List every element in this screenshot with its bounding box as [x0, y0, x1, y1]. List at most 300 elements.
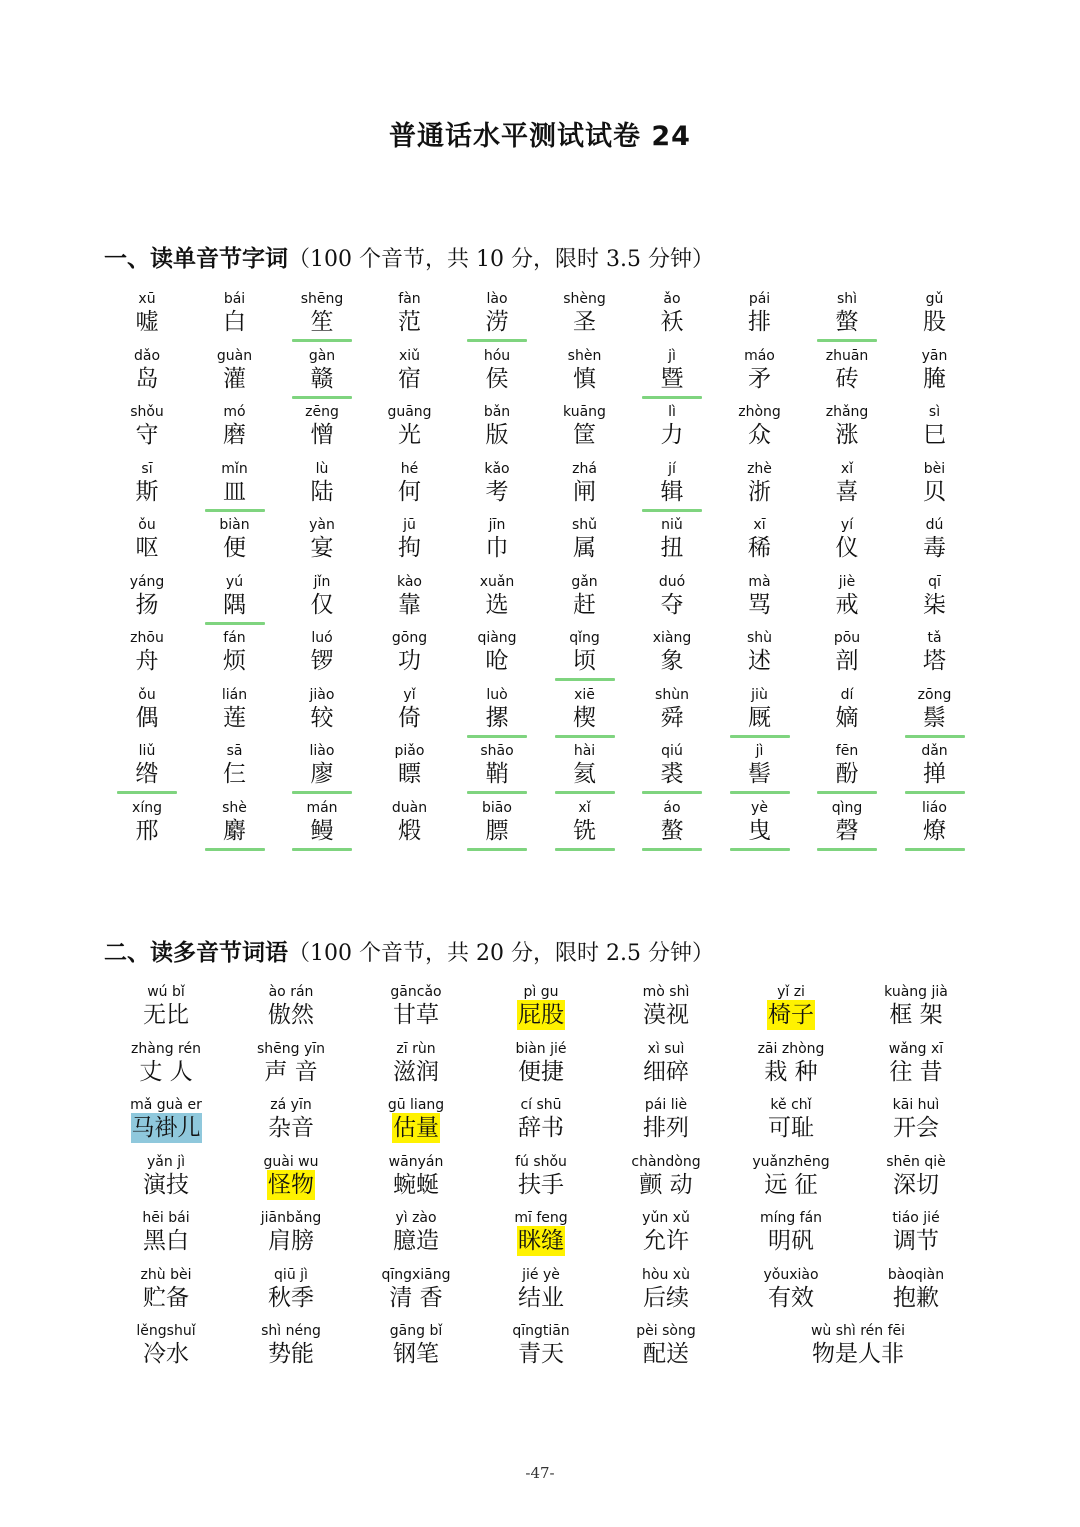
word: 深切 [893, 1171, 939, 1198]
pinyin: tiáo jié [892, 1210, 940, 1226]
word-cell [106, 1323, 226, 1377]
pinyin: sā [226, 743, 243, 759]
character: 骂 [748, 591, 771, 618]
character: 笙 [310, 309, 334, 335]
character: 暨 [660, 365, 684, 392]
pinyin: xǐ [840, 460, 854, 477]
word: 框 架 [889, 1002, 943, 1028]
pinyin: qǐng [569, 630, 600, 646]
character: 螫 [835, 309, 859, 335]
pinyin: zhù bèi [140, 1266, 192, 1283]
character: 陆 [310, 478, 334, 505]
character: 白 [223, 309, 246, 335]
character: 仨 [223, 761, 246, 787]
pinyin: biāo [482, 799, 512, 816]
pinyin: zhǎng [825, 404, 869, 420]
pinyin: gāng bǐ [389, 1323, 443, 1339]
highlighted-word: 椅子 [768, 1002, 814, 1028]
pinyin: yǐ [403, 686, 416, 703]
pinyin: mó [223, 404, 246, 420]
pinyin: qiú [661, 743, 683, 759]
pinyin: ào rán [268, 984, 314, 1000]
character: 嘘 [135, 309, 159, 335]
character: 靠 [398, 591, 421, 618]
pinyin: liáo [922, 799, 947, 816]
word: 滋润 [393, 1058, 439, 1085]
pinyin: mǐn [221, 460, 248, 477]
pinyin: xū [138, 291, 156, 307]
pinyin: gǔ [925, 291, 944, 307]
word: 肩膀 [268, 1228, 314, 1254]
word: 结业 [518, 1284, 564, 1311]
character: 辑 [660, 478, 684, 505]
pinyin: xiǔ [398, 347, 421, 364]
highlighted-word: 屁股 [518, 1002, 564, 1028]
character: 磨 [223, 422, 246, 448]
character: 何 [398, 478, 421, 505]
pinyin: shì [836, 291, 858, 307]
pinyin: yí [840, 517, 854, 533]
character: 较 [310, 704, 334, 731]
word: 便捷 [518, 1058, 564, 1085]
character: 砖 [835, 365, 859, 392]
pinyin: jǐn [313, 573, 331, 590]
character: 隅 [223, 591, 246, 618]
character: 众 [748, 422, 771, 448]
word-cell [231, 1210, 351, 1264]
word: 秋季 [268, 1284, 314, 1311]
pinyin: xuǎn [479, 573, 515, 590]
pinyin: lěngshuǐ [136, 1323, 196, 1339]
character: 光 [398, 422, 421, 448]
character: 扬 [135, 591, 159, 618]
pinyin: xī [753, 517, 766, 533]
character: 赣 [310, 365, 334, 392]
pinyin: yuǎnzhēng [752, 1153, 830, 1170]
pinyin: kuāng [563, 404, 606, 420]
page-number: -47- [525, 1464, 555, 1482]
pinyin: bái [223, 291, 246, 307]
pinyin: yān [921, 347, 948, 364]
character: 偶 [135, 704, 159, 731]
pinyin: dǎo [133, 347, 161, 364]
character: 排 [748, 309, 771, 335]
character: 燎 [923, 817, 946, 844]
pinyin: guài wu [263, 1153, 319, 1170]
character: 版 [485, 422, 509, 448]
word-cell [606, 1154, 726, 1208]
character: 舜 [660, 704, 684, 731]
pinyin: pì gu [523, 984, 559, 1000]
pinyin: zhá [572, 460, 597, 477]
pinyin: jí [668, 460, 676, 477]
character: 守 [135, 422, 159, 448]
pinyin: shǔ [571, 517, 598, 533]
pinyin: kǎo [484, 460, 510, 477]
word-cell [856, 1097, 976, 1151]
pinyin: sì [928, 404, 941, 420]
pinyin: máo [744, 347, 775, 364]
pinyin: niǔ [661, 517, 683, 533]
pinyin: jì [668, 347, 676, 364]
word-cell [356, 1097, 476, 1151]
pinyin: zhè [747, 460, 772, 477]
pinyin: shēn qiè [886, 1153, 946, 1170]
character: 曳 [748, 817, 771, 844]
pinyin: lì [668, 404, 676, 420]
character: 慎 [573, 365, 596, 392]
character: 浙 [748, 478, 771, 505]
character: 便 [223, 535, 246, 561]
pinyin: zá yīn [270, 1097, 312, 1113]
word-cell [356, 1154, 476, 1208]
pinyin: jīn [488, 517, 506, 533]
character: 喜 [835, 478, 859, 505]
pinyin: fàn [398, 291, 421, 307]
character: 考 [485, 478, 509, 505]
pinyin: dǎn [921, 743, 948, 759]
word-cell [481, 1323, 601, 1377]
pinyin: zī rùn [396, 1040, 436, 1057]
pinyin: zōng [917, 686, 952, 703]
character: 烦 [223, 648, 246, 674]
pinyin: qīngxiāng [381, 1266, 451, 1283]
character: 戒 [835, 591, 859, 618]
character: 灌 [223, 365, 246, 392]
pinyin: wānyán [388, 1153, 444, 1170]
character: 象 [660, 648, 684, 674]
section2-note: （100 个音节，共 20 分，限时 2.5 分钟） [288, 941, 714, 966]
pinyin: xì suì [647, 1040, 685, 1057]
pinyin: qìng [831, 799, 863, 816]
pinyin: shēng [300, 291, 344, 307]
word-cell [106, 1041, 226, 1095]
pinyin: qiū jì [274, 1266, 308, 1283]
word: 贮备 [143, 1284, 189, 1311]
character: 拘 [398, 535, 421, 561]
pinyin: dí [840, 686, 854, 703]
pinyin: jiānbǎng [260, 1210, 322, 1226]
pinyin: kào [396, 573, 422, 590]
word: 物是人非 [812, 1341, 904, 1367]
pinyin: hóu [483, 347, 511, 364]
word: 配送 [643, 1341, 689, 1367]
pinyin: duó [658, 573, 686, 590]
character: 鳗 [310, 817, 334, 844]
pinyin: zēng [305, 404, 339, 420]
pinyin: cí shū [520, 1097, 562, 1113]
word: 排列 [643, 1115, 689, 1141]
character: 涝 [485, 309, 509, 335]
word: 蜿蜒 [393, 1171, 439, 1198]
pinyin: pái [748, 291, 771, 307]
character: 毒 [923, 535, 946, 561]
character: 岛 [135, 365, 159, 392]
word-cell [481, 1210, 601, 1264]
pinyin: jié yè [522, 1266, 560, 1283]
pinyin: jiù [751, 686, 768, 703]
page-title: 普通话水平测试试卷 24 [389, 121, 691, 152]
pinyin: pái liè [644, 1097, 688, 1113]
pinyin: áo [663, 799, 681, 816]
pinyin: míng fán [759, 1210, 823, 1226]
pinyin: tǎ [927, 630, 942, 646]
pinyin: qiàng [477, 630, 517, 646]
character: 鞘 [485, 761, 509, 787]
word-cell [481, 1097, 601, 1151]
word: 扶手 [518, 1171, 564, 1198]
highlighted-word: 怪物 [268, 1171, 314, 1198]
word-cell [606, 1097, 726, 1151]
pinyin: shǒu [130, 404, 164, 420]
pinyin: zhàng rén [131, 1040, 201, 1057]
word: 可耻 [768, 1115, 814, 1141]
word: 黑白 [143, 1228, 189, 1254]
character: 仅 [310, 591, 334, 618]
pinyin: yáng [129, 573, 165, 590]
word-cell [793, 1323, 923, 1377]
character: 摞 [485, 704, 509, 731]
character: 铣 [573, 817, 596, 844]
pinyin: shèng [563, 291, 606, 307]
word: 钢笔 [393, 1341, 439, 1367]
word: 势能 [268, 1341, 314, 1367]
word-cell [356, 1041, 476, 1095]
pinyin: yǒuxiào [763, 1266, 819, 1283]
word: 栽 种 [764, 1058, 818, 1085]
pinyin: guāng [387, 404, 432, 420]
character: 宿 [398, 365, 421, 392]
character: 赶 [573, 591, 596, 618]
word-cell [731, 1210, 851, 1264]
highlighted-word: 估量 [393, 1115, 439, 1141]
character: 氦 [573, 761, 596, 787]
word-cell [856, 984, 976, 1038]
pinyin: jiào [309, 686, 335, 703]
word: 辞书 [518, 1115, 564, 1141]
character: 嫡 [835, 704, 859, 731]
pinyin: fú shǒu [515, 1153, 567, 1170]
word: 调节 [893, 1228, 939, 1254]
pinyin: shè [222, 799, 247, 816]
pinyin: wù shì rén fēi [810, 1323, 906, 1339]
word: 颤 动 [639, 1171, 693, 1198]
pinyin: gū liang [387, 1097, 445, 1113]
pinyin: ǎo [663, 291, 681, 307]
word: 漠视 [643, 1002, 689, 1028]
word: 丈 人 [139, 1058, 193, 1085]
character: 稀 [748, 535, 771, 561]
pinyin: kāi huì [892, 1097, 940, 1113]
pinyin: xiē [574, 686, 595, 703]
character: 闸 [573, 478, 596, 505]
character: 夺 [660, 591, 684, 618]
word: 傲然 [268, 1002, 314, 1028]
pinyin: shùn [655, 686, 689, 703]
pinyin: zhōu [130, 630, 164, 646]
character: 顷 [573, 648, 596, 674]
word-cell [731, 1097, 851, 1151]
character: 力 [660, 422, 684, 448]
pinyin: bèi [923, 460, 946, 477]
character: 塔 [923, 648, 946, 674]
character: 鬃 [923, 704, 946, 731]
pinyin: fán [223, 630, 246, 646]
word: 远 征 [764, 1171, 818, 1198]
word-cell [481, 1041, 601, 1095]
pinyin: zhuān [825, 347, 869, 364]
character: 廖 [310, 761, 334, 787]
character: 倚 [398, 704, 421, 731]
pinyin: xiàng [652, 630, 692, 646]
word-cell [856, 1041, 976, 1095]
pinyin: bǎn [483, 404, 511, 420]
pinyin: wú bǐ [147, 984, 185, 1000]
word-cell [481, 1154, 601, 1208]
pinyin: biàn jié [515, 1040, 567, 1057]
character: 斯 [135, 478, 159, 505]
highlighted-word: 马褂儿 [131, 1115, 201, 1141]
character: 属 [573, 535, 596, 561]
word-cell [106, 1097, 226, 1151]
word: 演技 [143, 1171, 189, 1198]
pinyin: kě chǐ [770, 1097, 812, 1113]
word: 青天 [518, 1341, 564, 1367]
character: 髻 [748, 761, 771, 787]
character: 圣 [573, 309, 596, 335]
section1-title: 一、读单音节字词 [104, 246, 288, 272]
character: 邢 [135, 817, 159, 844]
character: 巳 [923, 422, 946, 448]
character: 巾 [485, 535, 509, 561]
character: 选 [485, 591, 509, 618]
pinyin: jì [755, 743, 764, 759]
word: 开会 [893, 1115, 939, 1141]
character: 袄 [660, 309, 684, 335]
pinyin: pèi sòng [636, 1323, 696, 1339]
pinyin: mà [748, 573, 771, 590]
pinyin: shāo [480, 743, 514, 759]
word: 抱歉 [893, 1284, 939, 1311]
character: 磬 [835, 817, 859, 844]
word-cell [606, 984, 726, 1038]
pinyin: chàndòng [631, 1153, 701, 1170]
word: 杂音 [268, 1115, 314, 1141]
word-cell [231, 1323, 351, 1377]
character: 莲 [223, 704, 246, 731]
word: 甘草 [393, 1002, 439, 1028]
character: 掸 [923, 761, 946, 787]
character: 酚 [835, 761, 859, 787]
pinyin: mò shì [642, 984, 690, 1000]
word-cell [606, 1041, 726, 1095]
word: 后续 [643, 1284, 689, 1311]
pinyin: liǔ [138, 743, 156, 759]
pinyin: lào [486, 291, 508, 307]
word: 声 音 [264, 1058, 318, 1085]
pinyin: hēi bái [142, 1210, 190, 1226]
character: 涨 [835, 422, 859, 448]
pinyin: hài [573, 743, 596, 759]
word: 允许 [643, 1228, 689, 1254]
character: 麝 [223, 817, 246, 844]
word-cell [231, 1097, 351, 1151]
character: 锣 [310, 648, 334, 674]
pinyin: luó [311, 630, 333, 646]
word-cell [106, 1154, 226, 1208]
word: 明矾 [768, 1228, 814, 1254]
word: 细碎 [643, 1058, 689, 1085]
pinyin: wǎng xī [888, 1040, 944, 1057]
character: 述 [748, 648, 771, 674]
word: 往 昔 [889, 1058, 943, 1085]
character: 呕 [135, 535, 159, 561]
character: 宴 [310, 535, 334, 561]
word-cell [106, 984, 226, 1038]
word-cell [356, 1210, 476, 1264]
pinyin: yì zào [395, 1210, 437, 1226]
word: 冷水 [143, 1341, 189, 1367]
character: 股 [923, 309, 946, 335]
pinyin: mǎ guà er [130, 1097, 202, 1113]
pinyin: xǐ [578, 799, 591, 816]
word-cell [606, 1210, 726, 1264]
pinyin: shì néng [261, 1323, 321, 1339]
character: 厩 [748, 704, 771, 731]
pinyin: xíng [132, 799, 162, 816]
character: 绺 [135, 761, 159, 787]
pinyin: luò [486, 686, 508, 703]
character: 侯 [485, 365, 509, 392]
pinyin: gǎn [571, 573, 598, 590]
character: 仪 [835, 535, 859, 561]
pinyin: lù [315, 460, 329, 477]
word: 清 香 [389, 1284, 443, 1311]
pinyin: gōng [391, 630, 428, 646]
pinyin: pōu [833, 630, 861, 646]
character: 裘 [660, 761, 684, 787]
pinyin: zāi zhòng [757, 1040, 825, 1057]
character: 皿 [223, 478, 246, 505]
character: 柒 [923, 591, 946, 618]
word-cell [231, 1041, 351, 1095]
word: 有效 [768, 1284, 814, 1311]
pinyin: hòu xù [642, 1266, 690, 1283]
character: 矛 [748, 365, 771, 392]
character: 功 [398, 648, 421, 674]
character: 舟 [135, 648, 159, 674]
word-cell [231, 1267, 351, 1321]
character: 筐 [573, 422, 596, 448]
word-cell [731, 1267, 851, 1321]
pinyin: ǒu [138, 686, 156, 703]
word-cell [731, 984, 851, 1038]
pinyin: sī [141, 460, 153, 477]
pinyin: shèn [567, 347, 602, 364]
character: 憎 [310, 422, 334, 448]
word-cell [356, 1323, 476, 1377]
character: 膘 [485, 817, 509, 844]
pinyin: shù [746, 630, 773, 646]
character: 扭 [660, 535, 684, 561]
pinyin: mán [306, 799, 338, 816]
pinyin: shēng yīn [256, 1040, 326, 1057]
pinyin: yàn [309, 517, 335, 533]
pinyin: dú [925, 517, 944, 533]
word-cell [481, 1267, 601, 1321]
pinyin: liào [309, 743, 335, 759]
word-cell [106, 1267, 226, 1321]
